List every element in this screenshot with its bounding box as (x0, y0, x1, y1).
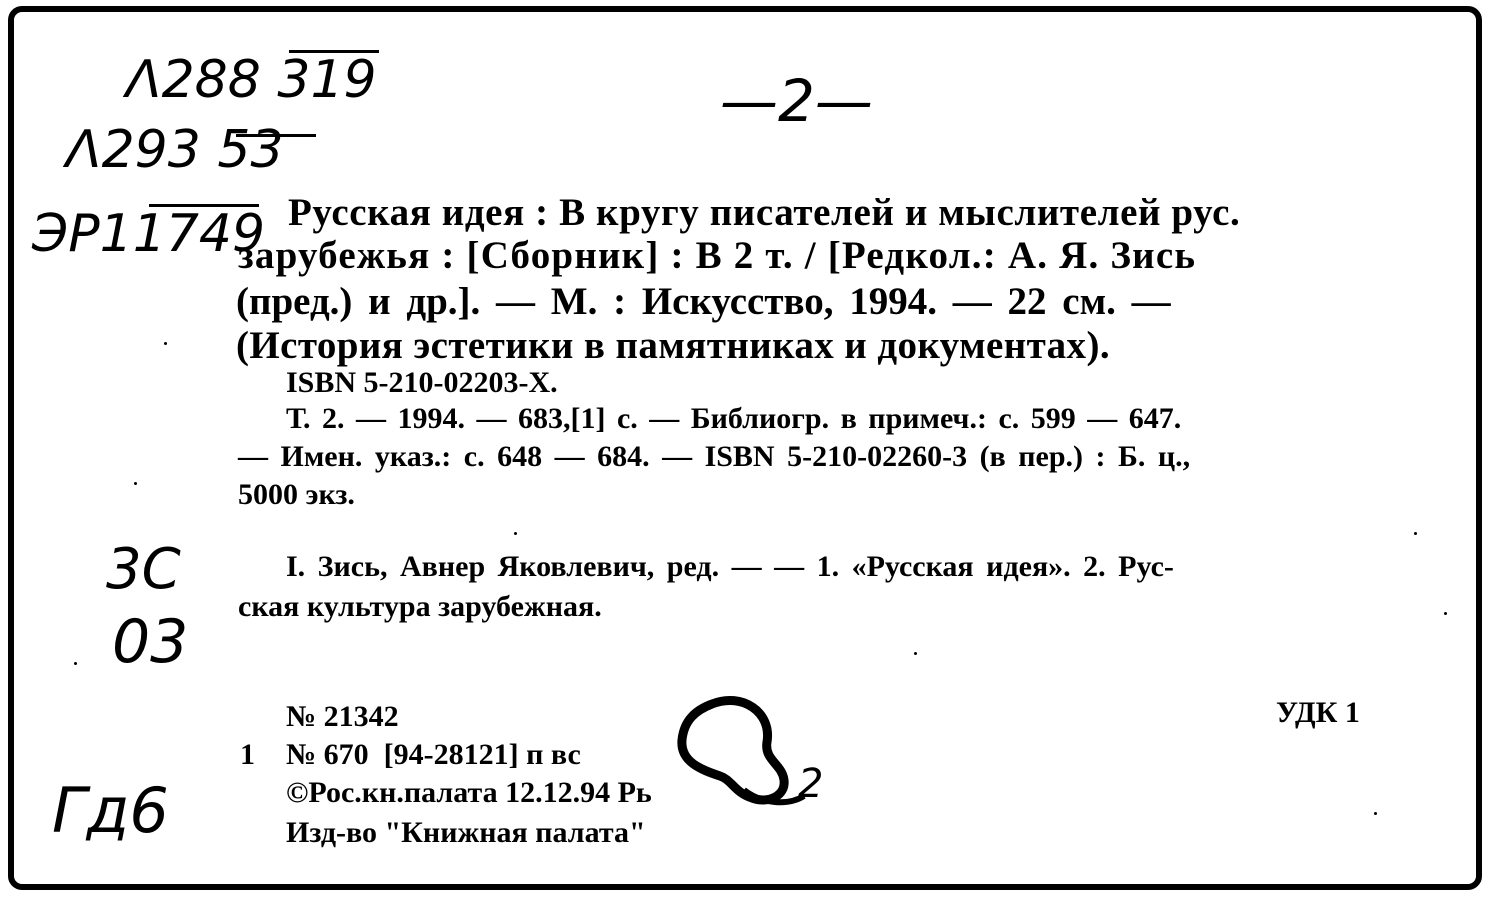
scan-speck (134, 482, 137, 485)
overline-mark (149, 204, 259, 207)
card-number: № 21342 (286, 700, 399, 733)
scan-speck (1414, 532, 1417, 535)
scan-speck (914, 652, 917, 655)
udk-code: УДК 1 (1276, 696, 1360, 729)
publisher-line: Изд-во "Книжная палата" (286, 816, 646, 849)
copyright-line: ©Рос.кн.палата 12.12.94 Рь (286, 776, 652, 809)
order-line: № 670 [94-28121] п вс (286, 738, 581, 771)
volume-line-2: — Имен. указ.: с. 648 — 684. — ISBN 5-210-02260-3 (в пер.) : Б. ц., (238, 440, 1191, 473)
copies-count: 1 (240, 738, 255, 771)
scan-speck (1374, 812, 1377, 815)
handwritten-initial: 2 (798, 761, 824, 807)
overline-mark (236, 134, 316, 137)
handwritten-code-2: Λ293 53 (66, 120, 284, 180)
handwritten-number: —2— (720, 67, 873, 135)
entry-line-3: (пред.) и др.]. — М. : Искусство, 1994. — 22 см. — (236, 280, 1171, 323)
entry-line-1 (288, 190, 1388, 235)
handwritten-code-3: ЭР11749 (32, 204, 266, 264)
handwritten-class-top: 3С (106, 537, 181, 602)
handwritten-class-bottom: 03 (112, 607, 189, 677)
entry-line-4: (История эстетики в памятниках и документах). (236, 324, 1110, 367)
entry-text: Русская идея : В кругу писателей и мыслителей рус. (288, 191, 1241, 234)
handwritten-shelf: Гд6 (52, 774, 169, 847)
scan-speck (1444, 612, 1447, 615)
subject-line-1: I. Зись, Авнер Яковлевич, ред. — — 1. «Русская идея». 2. Рус- (286, 550, 1174, 583)
catalog-card (8, 6, 1482, 890)
scan-speck (164, 342, 167, 345)
overline-mark (289, 50, 379, 53)
subject-line-2: ская культура зарубежная. (238, 590, 602, 623)
scan-speck (74, 662, 77, 665)
isbn-line: ISBN 5-210-02203-X. (286, 366, 558, 399)
volume-line-3: 5000 экз. (238, 478, 355, 511)
handwritten-code-1: Λ288 319 (126, 50, 377, 110)
volume-line-1: Т. 2. — 1994. — 683,[1] с. — Библиогр. в примеч.: с. 599 — 647. (286, 402, 1182, 435)
entry-line-2: зарубежья : [Сборник] : В 2 т. / [Редкол.: А. Я. Зись (238, 234, 1197, 277)
scan-speck (514, 532, 517, 535)
